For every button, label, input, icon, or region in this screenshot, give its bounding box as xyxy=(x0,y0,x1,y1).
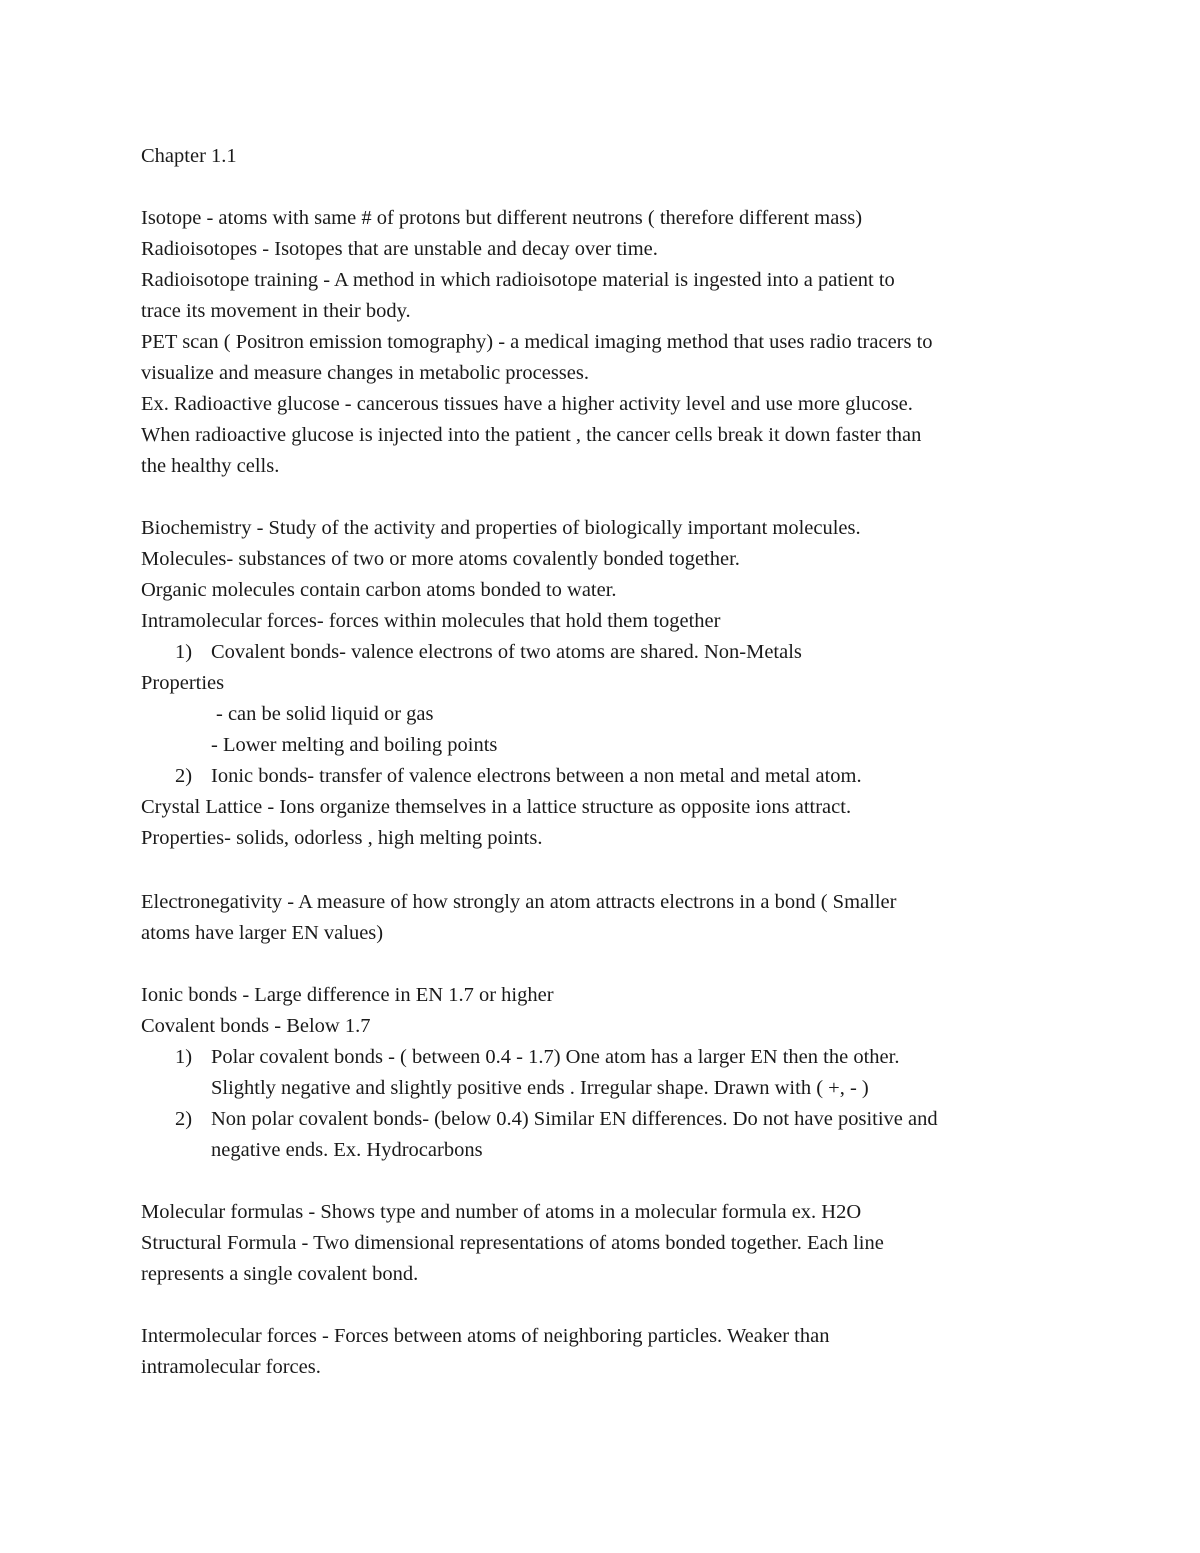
list-item-continuation: negative ends. Ex. Hydrocarbons xyxy=(211,1139,483,1161)
text-line-intermolecular-forces: Intermolecular forces - Forces between atoms of neighboring particles. Weaker than xyxy=(141,1325,830,1347)
text-line-ionic-bonds: Ionic bonds - Large difference in EN 1.7 or higher xyxy=(141,984,554,1006)
list-item-polar-covalent: Polar covalent bonds - ( between 0.4 - 1.7) One atom has a larger EN then the other. xyxy=(211,1046,900,1068)
text-line: atoms have larger EN values) xyxy=(141,922,384,944)
text-line-properties: Properties xyxy=(141,672,225,694)
text-line-example: Ex. Radioactive glucose - cancerous tissues have a higher activity level and use more glucose. xyxy=(141,393,913,415)
text-line: the healthy cells. xyxy=(141,455,280,477)
text-line: intramolecular forces. xyxy=(141,1356,321,1378)
list-item-nonpolar-covalent: Non polar covalent bonds- (below 0.4) Similar EN differences. Do not have positive and xyxy=(211,1108,938,1130)
bullet-item: - Lower melting and boiling points xyxy=(211,734,498,756)
list-item-continuation: Slightly negative and slightly positive ends . Irregular shape. Drawn with ( +, - ) xyxy=(211,1077,869,1099)
list-number: 2) xyxy=(175,765,193,787)
text-line: When radioactive glucose is injected into the patient , the cancer cells break it down faster than xyxy=(141,424,922,446)
text-line-structural-formula: Structural Formula - Two dimensional representations of atoms bonded together. Each line xyxy=(141,1232,884,1254)
list-number: 1) xyxy=(175,641,193,663)
list-item-ionic-bonds: Ionic bonds- transfer of valence electrons between a non metal and metal atom. xyxy=(211,765,862,787)
list-item-covalent-bonds: Covalent bonds- valence electrons of two atoms are shared. Non-Metals xyxy=(211,641,802,663)
text-line-electronegativity: Electronegativity - A measure of how strongly an atom attracts electrons in a bond ( Smaller xyxy=(141,891,897,913)
bullet-item: - can be solid liquid or gas xyxy=(216,703,434,725)
chapter-title: Chapter 1.1 xyxy=(141,145,237,167)
text-line-crystal-lattice: Crystal Lattice - Ions organize themselves in a lattice structure as opposite ions attract. xyxy=(141,796,852,818)
text-line-molecules: Molecules- substances of two or more atoms covalently bonded together. xyxy=(141,548,740,570)
text-line: trace its movement in their body. xyxy=(141,300,411,322)
text-line-covalent-bonds: Covalent bonds - Below 1.7 xyxy=(141,1015,371,1037)
text-line-intramolecular-forces: Intramolecular forces- forces within molecules that hold them together xyxy=(141,610,721,632)
list-number: 2) xyxy=(175,1108,193,1130)
list-number: 1) xyxy=(175,1046,193,1068)
text-line-isotope: Isotope - atoms with same # of protons but different neutrons ( therefore different mass) xyxy=(141,207,863,229)
text-line-molecular-formulas: Molecular formulas - Shows type and number of atoms in a molecular formula ex. H2O xyxy=(141,1201,862,1223)
text-line-properties: Properties- solids, odorless , high melting points. xyxy=(141,827,543,849)
text-line-radioisotope-training: Radioisotope training - A method in which radioisotope material is ingested into a patient to xyxy=(141,269,895,291)
text-line-biochemistry: Biochemistry - Study of the activity and properties of biologically important molecules. xyxy=(141,517,861,539)
text-line-organic-molecules: Organic molecules contain carbon atoms bonded to water. xyxy=(141,579,617,601)
text-line-radioisotopes: Radioisotopes - Isotopes that are unstable and decay over time. xyxy=(141,238,658,260)
text-line-pet-scan: PET scan ( Positron emission tomography) - a medical imaging method that uses radio tracers to xyxy=(141,331,933,353)
text-line: represents a single covalent bond. xyxy=(141,1263,419,1285)
text-line: visualize and measure changes in metabolic processes. xyxy=(141,362,589,384)
